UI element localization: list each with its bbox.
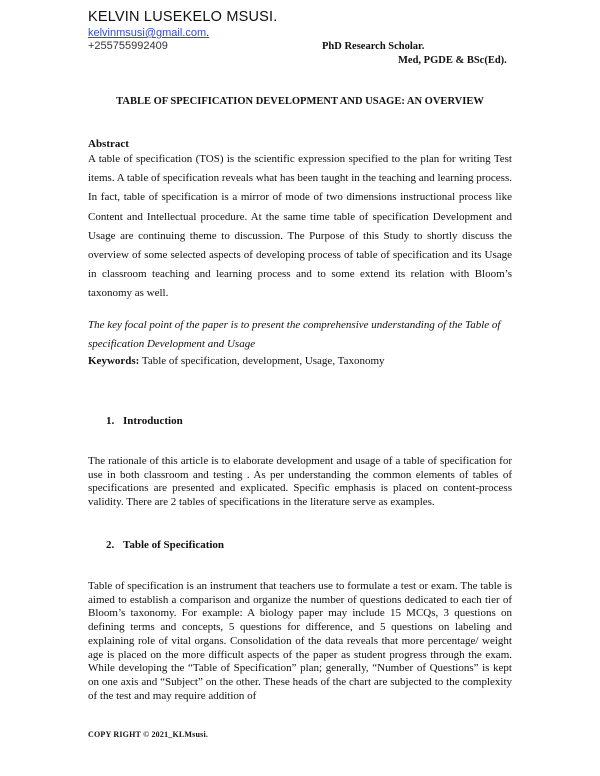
author-role-line1: PhD Research Scholar. <box>322 41 425 52</box>
section-number: 1. <box>106 415 115 427</box>
abstract-body: A table of specification (TOS) is the scientific expression specified to the plan for writing Test items. A table of specification reveals what has been taught in the teaching and learning process. In fact, table of specification is a mirror of mode of two dimensions instructional process like Content and Intellectual procedure. At the same time table of specification Development and Usage are continuing theme to discussion. The Purpose of this Study to shortly discuss the overview of some selected aspects of developing process of table of specification and its Usage in classroom teaching and learning process and to some extend its relation with Bloom’s taxonomy as well. <box>88 153 512 300</box>
keywords-text: Table of specification, development, Usage, Taxonomy <box>139 355 385 367</box>
section-heading-introduction <box>106 415 183 427</box>
section-title: Introduction <box>123 415 183 427</box>
author-email-link[interactable] <box>88 27 209 39</box>
author-role-line2: Med, PGDE & BSc(Ed). <box>398 55 507 66</box>
keywords-line <box>88 355 385 367</box>
abstract-heading: Abstract <box>88 138 129 150</box>
email-suffix: . <box>206 27 210 39</box>
author-phone: +255755992409 <box>88 40 168 52</box>
copyright-footer: COPY RIGHT © 2021_KLMsusi. <box>88 730 209 739</box>
section-number: 2. <box>106 539 115 551</box>
abstract-focal-point: The key focal point of the paper is to present the comprehensive understanding of the Table of specification Development and Usage <box>88 319 501 350</box>
paper-title: TABLE OF SPECIFICATION DEVELOPMENT AND USAGE: AN OVERVIEW <box>116 96 484 107</box>
section-heading-table-of-specification <box>106 539 224 551</box>
author-name: KELVIN LUSEKELO MSUSI. <box>88 9 278 25</box>
email-text[interactable]: kelvinmsusi@gmail.com <box>88 27 207 39</box>
section-body-introduction: The rationale of this article is to elaborate development and usage of a table of specification for use in both classroom and testing . As per understanding the common elements of tables of specifications are presented and explicated. Specific emphasis is placed on content-process validity. There are 2 tables of specifications in the literature serve as examples. <box>88 455 512 509</box>
keywords-label: Keywords: <box>88 355 140 367</box>
section-title: Table of Specification <box>123 539 225 551</box>
section-body-table-of-specification: Table of specification is an instrument that teachers use to formulate a test or exam. The table is aimed to establish a comparison and organize the number of questions dedicated to each tier of Bloom’s taxonomy. For example: A biology paper may include 15 MCQs, 3 questions on defining terms and concepts, 5 questions for difference, and 5 questions on labeling and explaining role of vital organs. Consolidation of the data reveals that more percentage/ weight age is placed on the more difficult aspects of the paper as student progress through the exam. While developing the “Table of Specification” plan; generally, “Number of Questions” is kept on one axis and “Subject” on the other. These heads of the chart are subjected to the complexity of the test and may require addition of <box>88 580 512 702</box>
